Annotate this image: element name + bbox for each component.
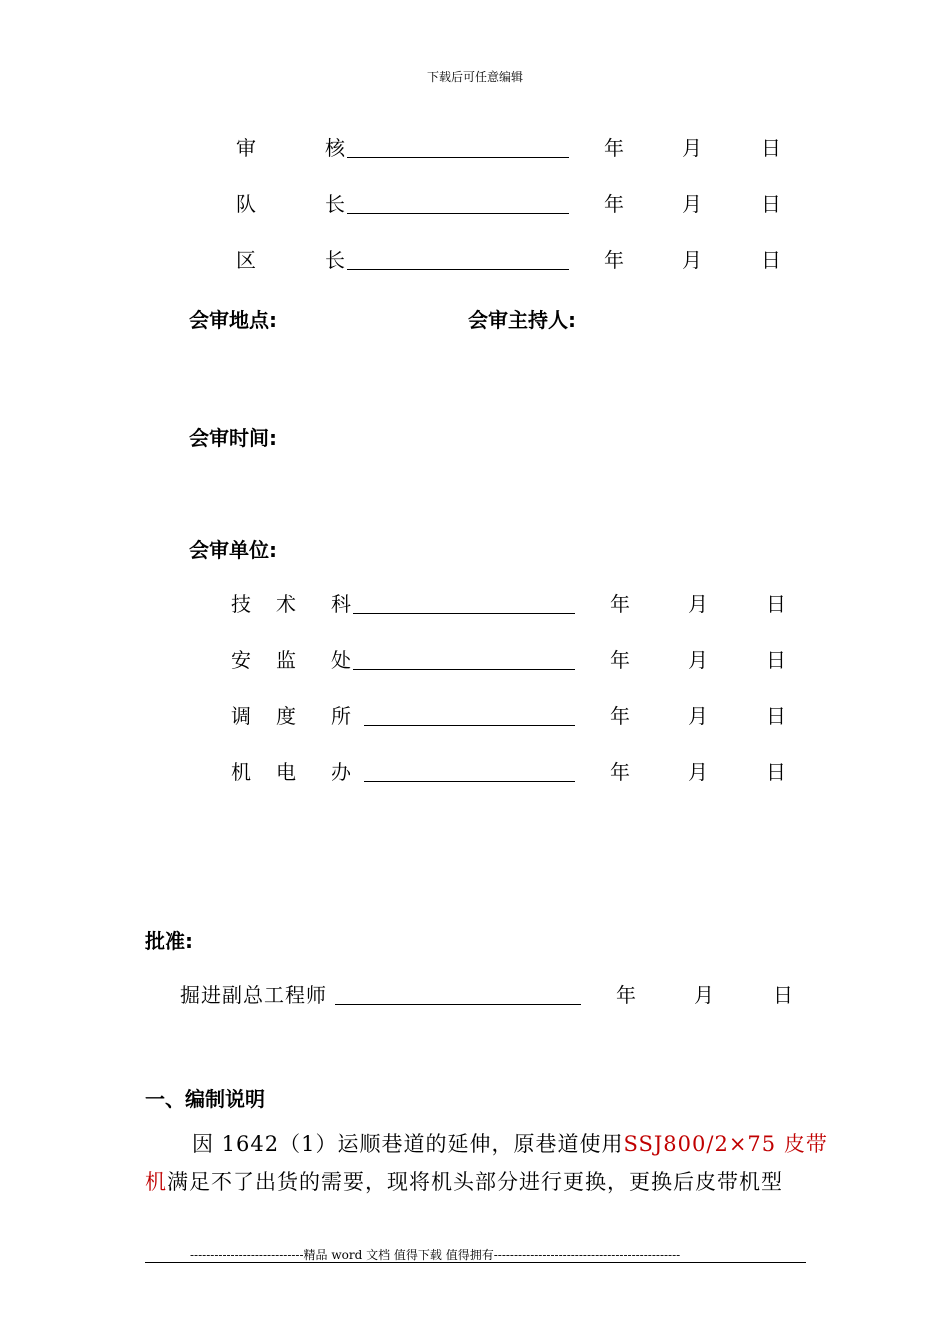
date-day: 日 <box>761 192 781 216</box>
unit-label-3b: 度 <box>276 704 296 728</box>
signature-line <box>347 157 569 158</box>
signature-line <box>353 669 575 670</box>
page-footer: ----------------------------精品 word 文档 值得下载 值得拥有---------------------------------------------- <box>190 1248 681 1262</box>
date-month: 月 <box>682 248 702 272</box>
date-day: 日 <box>761 248 781 272</box>
signature-line <box>364 725 575 726</box>
review-label-2b: 长 <box>325 192 345 216</box>
unit-label-4a: 机 <box>231 760 251 784</box>
unit-label-3a: 调 <box>231 704 251 728</box>
meeting-units-label: 会审单位: <box>189 538 277 562</box>
date-day: 日 <box>761 136 781 160</box>
meeting-time-label: 会审时间: <box>189 426 277 450</box>
unit-label-2a: 安 <box>231 648 251 672</box>
date-day: 日 <box>766 592 786 616</box>
approval-signer-label: 掘进副总工程师 <box>180 983 327 1007</box>
paragraph-line-1 <box>145 1128 828 1160</box>
signature-line <box>347 269 569 270</box>
date-month: 月 <box>682 136 702 160</box>
unit-label-2b: 监 <box>276 648 296 672</box>
date-day: 日 <box>766 760 786 784</box>
date-day: 日 <box>773 983 793 1007</box>
date-year: 年 <box>610 648 630 672</box>
date-month: 月 <box>682 192 702 216</box>
page-header: 下载后可任意编辑 <box>426 70 523 84</box>
unit-label-2c: 处 <box>331 648 351 672</box>
date-year: 年 <box>616 983 636 1007</box>
date-year: 年 <box>610 704 630 728</box>
highlight-text: SSJ800/2×75 皮带 <box>623 1132 828 1156</box>
date-month: 月 <box>688 648 708 672</box>
date-year: 年 <box>604 192 624 216</box>
date-month: 月 <box>694 983 714 1007</box>
unit-label-1a: 技 <box>231 592 251 616</box>
date-year: 年 <box>604 136 624 160</box>
date-day: 日 <box>766 704 786 728</box>
unit-label-1c: 科 <box>331 592 351 616</box>
paragraph-line-2 <box>145 1166 805 1198</box>
review-label-1b: 核 <box>325 136 345 160</box>
date-month: 月 <box>688 760 708 784</box>
unit-label-4b: 电 <box>276 760 296 784</box>
review-label-3b: 长 <box>325 248 345 272</box>
date-month: 月 <box>688 592 708 616</box>
unit-label-4c: 办 <box>331 760 351 784</box>
signature-line <box>353 613 575 614</box>
date-year: 年 <box>604 248 624 272</box>
date-day: 日 <box>766 648 786 672</box>
signature-line <box>335 1004 581 1005</box>
date-month: 月 <box>688 704 708 728</box>
paragraph-text: 因 1642（1）运顺巷道的延伸，原巷道使用 <box>192 1132 624 1156</box>
review-label-1a: 审 <box>236 136 256 160</box>
review-label-2a: 队 <box>236 192 256 216</box>
footer-rule <box>145 1262 806 1263</box>
review-label-3a: 区 <box>236 248 256 272</box>
approval-title: 批准: <box>145 929 193 953</box>
highlight-text: 机 <box>145 1170 167 1194</box>
signature-line <box>347 213 569 214</box>
paragraph-text: 满足不了出货的需要，现将机头部分进行更换，更换后皮带机型 <box>167 1170 783 1194</box>
meeting-host-label: 会审主持人: <box>468 308 576 332</box>
meeting-place-label: 会审地点: <box>189 308 277 332</box>
unit-label-1b: 术 <box>276 592 296 616</box>
date-year: 年 <box>610 592 630 616</box>
section-title: 一、编制说明 <box>145 1087 265 1111</box>
signature-line <box>364 781 575 782</box>
date-year: 年 <box>610 760 630 784</box>
unit-label-3c: 所 <box>331 704 351 728</box>
